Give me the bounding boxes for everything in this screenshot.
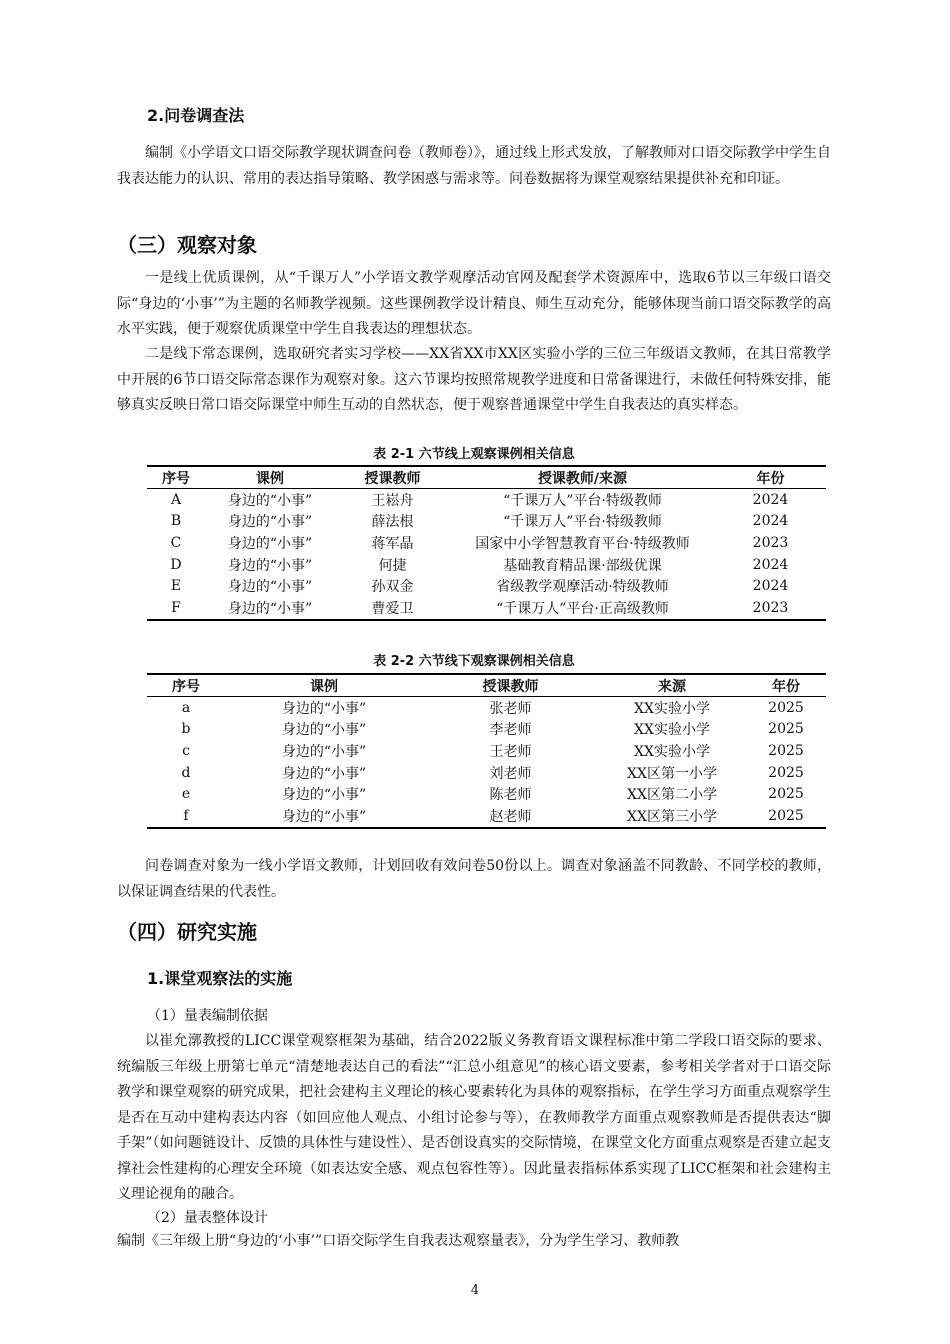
table2-header-lesson: 课例: [225, 674, 423, 697]
table-cell: 王崧舟: [371, 492, 414, 509]
table-cell: 2024: [752, 491, 789, 508]
table1-header-source: 授课教师/来源: [450, 466, 715, 489]
table-cell: 2023: [715, 597, 826, 620]
item-scale-basis: （1）量表编制依据: [147, 1008, 268, 1024]
table-cell: 身边的“小事”: [281, 722, 367, 739]
table2-header-teacher: 授课教师: [423, 674, 598, 697]
offline-lessons-table: [147, 673, 826, 829]
table-cell: “千课万人”平台·正高级教师: [450, 597, 715, 620]
item-scale-design: （2）量表整体设计: [147, 1210, 268, 1226]
table-cell: a: [181, 699, 191, 716]
table-cell: 身边的“小事”: [227, 535, 313, 552]
table-cell: XX实验小学: [634, 700, 710, 717]
table-cell: A: [170, 491, 182, 508]
table-row: [147, 554, 826, 576]
table-cell: 2024: [752, 556, 789, 573]
table-cell: 蒋军晶: [371, 535, 414, 552]
table-cell: 基础教育精品课·部级优课: [503, 557, 662, 574]
table2-header-index: 序号: [147, 674, 225, 697]
table-cell: 何捷: [378, 557, 407, 574]
table-cell: XX区第三小学: [598, 805, 746, 828]
table-row: [147, 489, 826, 511]
table2-header-source: 来源: [598, 674, 746, 697]
table1-header-year: 年份: [715, 466, 826, 489]
section-heading-research-implementation: （四）研究实施: [117, 920, 257, 944]
table-row: [147, 719, 826, 741]
table-cell: XX区第一小学: [627, 765, 717, 782]
survey-paragraph: 问卷调查对象为一线小学语文教师，计划回收有效问卷50份以上。调查对象涵盖不同教龄、不同学校的教师，以保证调查结果的代表性。: [117, 858, 831, 900]
table-cell: D: [170, 556, 182, 573]
table-cell: XX实验小学: [634, 743, 710, 760]
table-cell: 2025: [768, 786, 804, 803]
table-cell: 2025: [768, 699, 804, 716]
table-cell: 身边的“小事”: [227, 579, 313, 596]
table-cell: 孙双金: [371, 579, 414, 596]
table1-caption: 表 2-1 六节线上观察课例相关信息: [373, 447, 575, 462]
table-cell: 2023: [752, 534, 789, 551]
table-cell: 李老师: [489, 722, 532, 739]
table-cell: C: [170, 534, 182, 551]
table-cell: 身边的“小事”: [281, 700, 367, 717]
table-cell: e: [181, 786, 191, 803]
observation-paragraph-2: 二是线下常态课例，选取研究者实习学校——XX省XX市XX区实验小学的三位三年级语文教师，在其日常教学中开展的6节口语交际常态课作为观察对象。这六节课均按照常规教学进度和日常备课进行，未做任何特殊安排，能够真实反映日常口语交际课堂中师生互动的自然状态，便于观察普通课堂中学生自我表达的真实样态。: [117, 346, 831, 413]
table-cell: “千课万人”平台·特级教师: [503, 492, 662, 509]
scale-basis-paragraph: 以崔允漷教授的LICC课堂观察框架为基础，结合2022版义务教育语文课程标准中第二学段口语交际的要求、统编版三年级上册第七单元“清楚地表达自己的看法”“汇总小组意见”的核心语文要素，参考相关学者对于口语交际教学和课堂观察的研究成果，把社会建构主义理论的核心要素转化为具体的观察指标，在学生学习方面重点观察学生是否在互动中建构表达内容（如回应他人观点、小组讨论参与等），在教师教学方面重点观察教师是否提供表达“脚手架”（如问题链设计、反馈的具体性与建设性）、是否创设真实的交际情境，在课堂文化方面重点观察是否建立起支撑社会性建构的心理安全环境（如表达安全感、观点包容性等）。因此量表指标体系实现了LICC框架和社会建构主义理论视角的融合。: [117, 1033, 831, 1202]
online-lessons-table: [147, 465, 826, 621]
table-row: [147, 511, 826, 533]
table-row: [147, 762, 826, 784]
table2-header-year: 年份: [746, 674, 826, 697]
table-cell: 身边的“小事”: [281, 743, 367, 760]
table-row: [147, 805, 826, 828]
table-cell: 王老师: [489, 743, 532, 760]
table-cell: 2025: [768, 764, 804, 781]
section-heading-questionnaire: 2.问卷调查法: [147, 106, 245, 125]
table-cell: 薛法根: [371, 514, 414, 531]
table-row: [147, 575, 826, 597]
table-cell: 曹爱卫: [335, 597, 450, 620]
table-cell: “千课万人”平台·特级教师: [503, 514, 662, 531]
table-cell: 赵老师: [423, 805, 598, 828]
table-cell: 身边的“小事”: [227, 557, 313, 574]
table-cell: 陈老师: [489, 787, 532, 804]
table-cell: 2024: [752, 578, 789, 595]
table-cell: b: [181, 721, 191, 738]
table-cell: XX区第二小学: [627, 787, 717, 804]
scale-design-paragraph: 编制《三年级上册“身边的‘小事’”口语交际学生自我表达观察量表》，分为学生学习、教师教: [117, 1233, 680, 1249]
table-cell: f: [147, 805, 225, 828]
table-cell: d: [181, 764, 191, 781]
table-cell: 身边的“小事”: [281, 765, 367, 782]
table2-caption: 表 2-2 六节线下观察课例相关信息: [373, 654, 575, 669]
table-row: [147, 697, 826, 719]
table-cell: 身边的“小事”: [281, 787, 367, 804]
table1-header-teacher: 授课教师: [335, 466, 450, 489]
subheading-classroom-observation: 1.课堂观察法的实施: [147, 969, 293, 988]
table-cell: 刘老师: [489, 765, 532, 782]
section-heading-observation-objects: （三）观察对象: [117, 233, 257, 257]
table-cell: B: [170, 513, 182, 530]
table-cell: 2024: [752, 513, 789, 530]
table-cell: 身边的“小事”: [227, 514, 313, 531]
table-cell: 国家中小学智慧教育平台·特级教师: [475, 535, 690, 552]
table-cell: 张老师: [489, 700, 532, 717]
table-row: [147, 532, 826, 554]
table-cell: c: [182, 742, 190, 759]
questionnaire-paragraph: 编制《小学语文口语交际教学现状调查问卷（教师卷）》，通过线上形式发放，了解教师对口语交际教学中学生自我表达能力的认识、常用的表达指导策略、教学困惑与需求等。问卷数据将为课堂观察结果提供补充和印证。: [117, 145, 831, 187]
table-cell: F: [147, 597, 205, 620]
table-cell: E: [170, 578, 182, 595]
table-row: [147, 740, 826, 762]
table-row: [147, 783, 826, 805]
page-number: 4: [470, 1283, 480, 1298]
table1-header-lesson: 课例: [205, 466, 335, 489]
table-cell: 身边的“小事”: [205, 597, 335, 620]
observation-paragraph-1: 一是线上优质课例，从“千课万人”小学语文教学观摩活动官网及配套学术资源库中，选取6节以三年级口语交际“身边的‘小事’”为主题的名师教学视频。这些课例教学设计精良、师生互动充分，能够体现当前口语交际教学的高水平实践，便于观察优质课堂中学生自我表达的理想状态。: [117, 270, 831, 337]
table-cell: 身边的“小事”: [227, 492, 313, 509]
table-cell: 身边的“小事”: [225, 805, 423, 828]
table-cell: XX实验小学: [634, 722, 710, 739]
table-cell: 2025: [768, 742, 804, 759]
table-cell: 省级教学观摩活动·特级教师: [496, 579, 669, 596]
table-cell: 2025: [768, 721, 804, 738]
table-row: [147, 597, 826, 620]
table-cell: 2025: [746, 805, 826, 828]
table1-header-index: 序号: [147, 466, 205, 489]
